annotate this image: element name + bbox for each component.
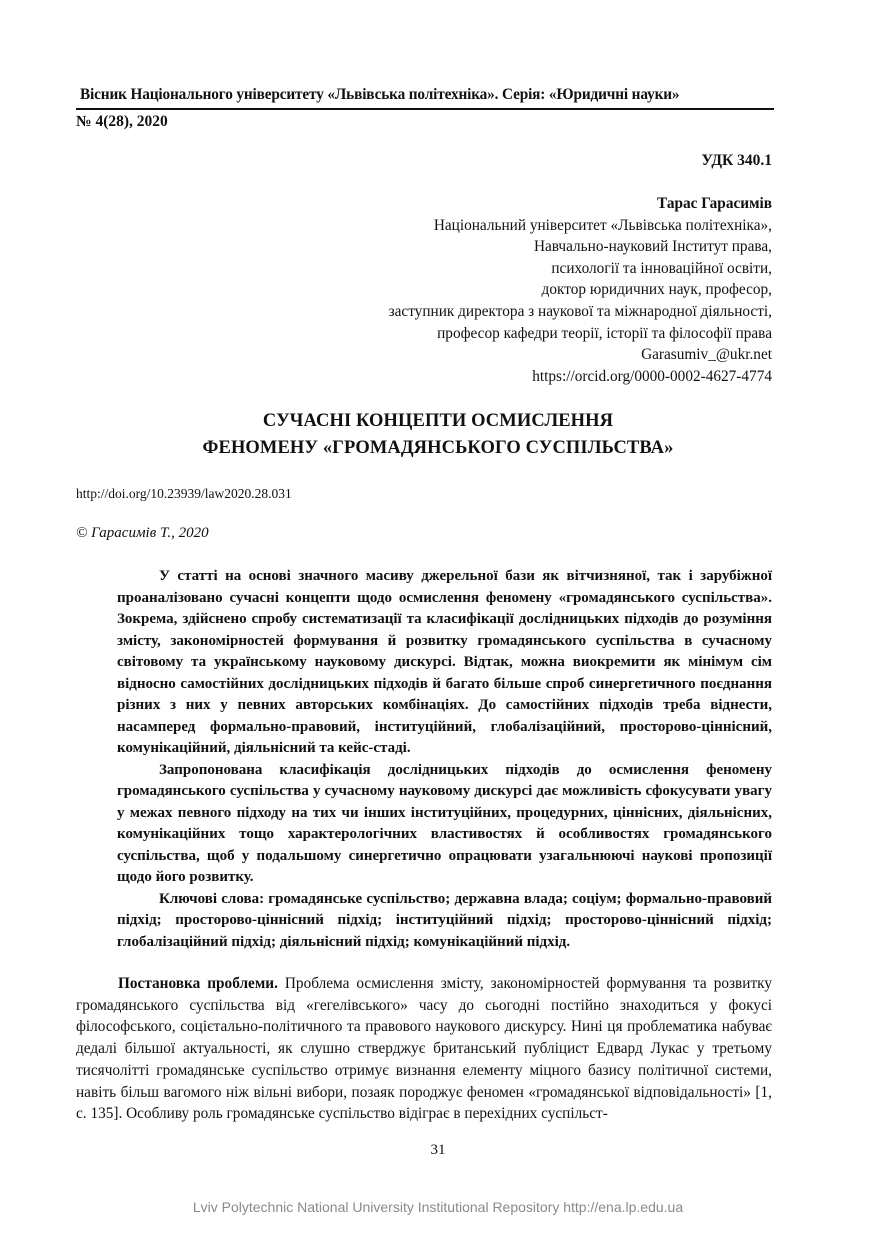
keywords-paragraph: Ключові слова: громадянське суспільство; державна влада; соціум; формально-правовий підхід; просторово-ціннісний підхід; інституційний підхід; просторово-ціннісний підхід; глобалізаційний підхід; діяльнісний підхід; комунікаційний підхід. xyxy=(117,890,772,950)
affiliation-line: доктор юридичних наук, професор, xyxy=(541,281,772,299)
article-title-line: ФЕНОМЕНУ «ГРОМАДЯНСЬКОГО СУСПІЛЬСТВА» xyxy=(202,438,674,458)
journal-title: Вісник Національного університету «Львівська політехніка». Серія: «Юридичні науки» xyxy=(80,86,680,103)
page-number: 31 xyxy=(430,1142,446,1158)
author-block xyxy=(389,193,772,387)
repository-footer: Lviv Polytechnic National University Institutional Repository http://ena.lp.edu.ua xyxy=(192,1199,684,1215)
section-heading: Постановка проблеми. xyxy=(118,975,278,992)
article-title xyxy=(76,408,800,462)
abstract xyxy=(117,566,772,953)
affiliation-line: психології та інноваційної освіти, xyxy=(551,259,772,277)
author-name: Тарас Гарасимів xyxy=(657,195,772,212)
body-text xyxy=(76,973,772,1125)
abstract-paragraph: Запропонована класифікація дослідницьких підходів до осмислення феномену громадянського суспільства у сучасному науковому дискурсі дає можливість сфокусувати увагу у межах певного підходу на тих чи інших інституційних, процедурних, ціннісних, діяльнісних, комунікаційних тощо характерологічних властивостях й особливостях громадянського суспільства, щоб у подальшому синергетично опрацювати узагальнюючі наукові пропозиції щодо його розвитку. xyxy=(117,761,772,885)
copyright-notice: © Гарасимів Т., 2020 xyxy=(76,525,209,541)
affiliation-line: заступник директора з наукової та міжнародної діяльності, xyxy=(388,302,772,320)
header-rule xyxy=(76,108,774,110)
affiliation-line: професор кафедри теорії, історії та філософії права xyxy=(437,324,772,342)
affiliation-line: Навчально-науковий Інститут права, xyxy=(533,238,772,256)
author-email-link[interactable]: Garasumiv_@ukr.net xyxy=(641,346,772,364)
doi-link[interactable]: http://doi.org/10.23939/law2020.28.031 xyxy=(76,486,292,501)
affiliation-line: Національний університет «Львівська політехніка», xyxy=(433,216,772,234)
body-paragraph xyxy=(76,973,772,1125)
body-paragraph-text: Проблема осмислення змісту, закономірностей формування та розвитку громадянського суспільства від «гегелівського» часу до сьогодні постійно знаходиться у фокусі філософського, соцієтально-політичного та правового наукового дискурсу. Нині ця проблематика набуває дедалі більшої актуальності, як слушно стверджує британський публіцист Едвард Лукас у третьому тисячолітті громадянське суспільство отримує визнання елементу міцного базису політичної системи, навіть більш вагомого ніж вільні вибори, позаяк породжує феномен «громадянської відповідальності» [1, с. 135]. Особливу роль громадянське суспільство відіграє в перехідних суспільст- xyxy=(76,975,772,1123)
issue-number: № 4(28), 2020 xyxy=(76,113,168,130)
author-orcid-link[interactable]: https://orcid.org/0000-0002-4627-4774 xyxy=(532,367,772,385)
article-title-line: СУЧАСНІ КОНЦЕПТИ ОСМИСЛЕННЯ xyxy=(262,411,614,431)
abstract-paragraph: У статті на основі значного масиву джерельної бази як вітчизняної, так і зарубіжної проаналізовано сучасні концепти щодо осмислення феномену «громадянського суспільства». Зокрема, здійснено спробу систематизації та класифікації дослідницьких підходів до розуміння змісту, закономірностей формування й розвитку громадянського суспільства в сучасному світовому та українському науковому дискурсі. Відтак, можна виокремити як мінімум сім відносно самостійних дослідницьких підходів й багато більше спроб синергетичного поєднання різних з них у певних авторських комбінаціях. До самостійних підходів треба віднести, насамперед формально-правовий, інституційний, глобалізаційний, просторово-ціннісний, комунікаційний, діяльнісний та кейс-стаді. xyxy=(117,568,772,756)
udc-code: УДК 340.1 xyxy=(701,152,772,169)
